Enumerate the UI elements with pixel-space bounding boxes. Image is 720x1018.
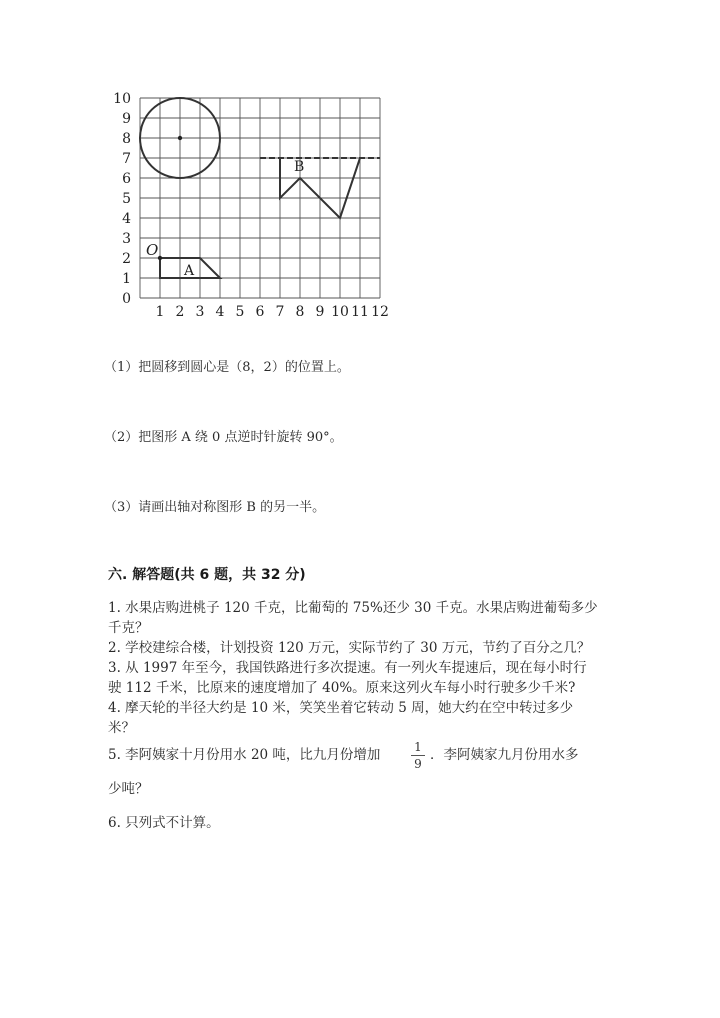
fraction-one-ninth — [411, 740, 425, 771]
fraction-numerator: 1 — [414, 740, 422, 754]
y-tick-label: 1 — [122, 271, 131, 287]
problem-6-line-1: 6. 只列式不计算。 — [108, 815, 220, 831]
problem-5-line-2: 少吨？ — [108, 781, 149, 797]
y-tick-label: 4 — [122, 211, 131, 227]
problem-3-line-2: 驶 112 千米，比原来的速度增加了 40%。原来这列火车每小时行驶多少千米? — [108, 680, 576, 696]
shape-a-label: A — [184, 263, 195, 279]
y-tick-label: 8 — [122, 131, 131, 147]
shape-b-label: B — [294, 159, 305, 175]
y-tick-label: 7 — [122, 151, 131, 167]
problem-5-line-1b: ．李阿姨家九月份用水多 — [430, 747, 579, 763]
coordinate-grid-figure — [110, 85, 400, 325]
problem-4-line-1: 4. 摩天轮的半径大约是 10 米，笑笑坐着它转动 5 周，她大约在空中转过多少 — [108, 700, 574, 716]
section-title: 六. 解答题(共 6 题，共 32 分) — [108, 567, 306, 583]
x-tick-label: 5 — [235, 304, 245, 320]
x-tick-label: 10 — [331, 304, 349, 320]
sub-question-1: （1）把圆移到圆心是（8，2）的位置上。 — [104, 360, 350, 375]
x-tick-label: 6 — [255, 304, 265, 320]
sub-question-3: （3）请画出轴对称图形 B 的另一半。 — [104, 500, 326, 515]
y-tick-label: 5 — [122, 191, 131, 207]
problem-1-line-1: 1. 水果店购进桃子 120 千克，比葡萄的 75%还少 30 千克。水果店购进葡萄多少 — [108, 600, 598, 616]
x-tick-label: 1 — [155, 304, 165, 320]
x-tick-label: 12 — [371, 304, 389, 320]
y-tick-label: 0 — [122, 291, 131, 307]
point-o-dot — [158, 256, 162, 260]
y-tick-label: 6 — [122, 171, 131, 187]
circle-center-dot — [178, 136, 182, 140]
fraction-denominator: 9 — [414, 757, 422, 771]
point-o-label: O — [146, 241, 159, 259]
problem-1-line-2: 千克？ — [108, 620, 149, 636]
y-tick-label: 3 — [122, 231, 131, 247]
x-tick-label: 7 — [275, 304, 285, 320]
x-tick-label: 4 — [215, 304, 225, 320]
x-tick-label: 8 — [295, 304, 305, 320]
x-tick-label: 11 — [351, 304, 369, 320]
fraction-bar — [411, 755, 425, 756]
grid-svg — [110, 85, 400, 325]
problem-5-line-1a: 5. 李阿姨家十月份用水 20 吨，比九月份增加 — [108, 747, 381, 763]
y-tick-label: 2 — [122, 251, 131, 267]
sub-question-2: （2）把图形 A 绕 0 点逆时针旋转 90°。 — [104, 430, 343, 445]
y-tick-label: 10 — [113, 91, 131, 107]
x-tick-label: 2 — [175, 304, 185, 320]
x-tick-label: 3 — [195, 304, 205, 320]
problem-4-line-2: 米？ — [108, 720, 135, 736]
y-tick-label: 9 — [122, 111, 131, 127]
problem-3-line-1: 3. 从 1997 年至今，我国铁路进行多次提速。有一列火车提速后，现在每小时行 — [108, 660, 587, 676]
x-tick-label: 9 — [315, 304, 325, 320]
problem-2-line-1: 2. 学校建综合楼，计划投资 120 万元，实际节约了 30 万元，节约了百分之几？ — [108, 640, 591, 656]
